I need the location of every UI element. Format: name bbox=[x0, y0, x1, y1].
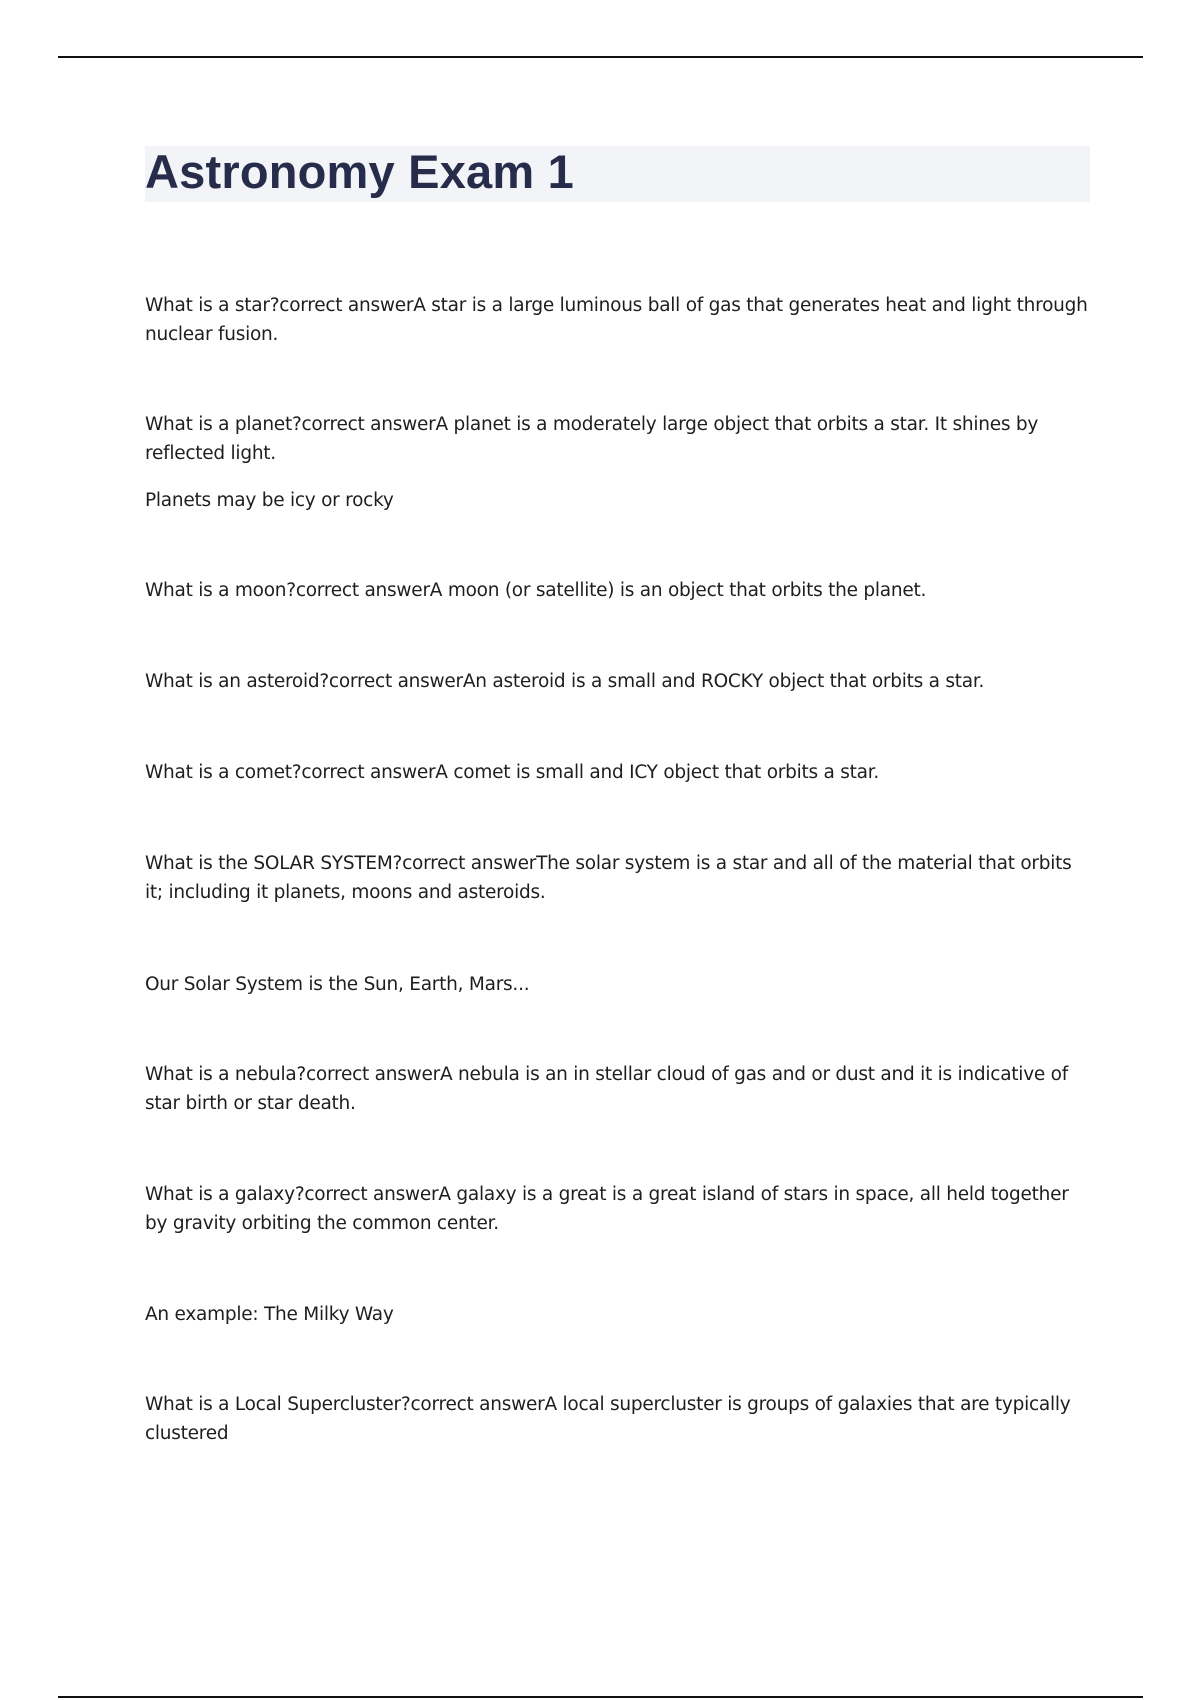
bottom-rule bbox=[58, 1696, 1143, 1698]
planet-note: Planets may be icy or rocky bbox=[145, 490, 394, 511]
qa-solar-system: What is the SOLAR SYSTEM?correct answerThe solar system is a star and all of the material that orbits it; including it planets, moons and asteroids. bbox=[145, 853, 1072, 903]
top-rule bbox=[58, 56, 1143, 58]
qa-moon: What is a moon?correct answerA moon (or satellite) is an object that orbits the planet. bbox=[145, 580, 927, 601]
qa-planet: What is a planet?correct answerA planet is a moderately large object that orbits a star. It shines by reflected light. bbox=[145, 414, 1039, 464]
qa-comet: What is a comet?correct answerA comet is small and ICY object that orbits a star. bbox=[145, 762, 880, 783]
galaxy-example: An example: The Milky Way bbox=[145, 1304, 394, 1325]
solar-system-note: Our Solar System is the Sun, Earth, Mars... bbox=[145, 974, 530, 995]
qa-local-supercluster: What is a Local Supercluster?correct answerA local supercluster is groups of galaxies that are typically clustered bbox=[145, 1394, 1071, 1444]
qa-galaxy: What is a galaxy?correct answerA galaxy is a great is a great island of stars in space, all held together by gravity orbiting the common center. bbox=[145, 1184, 1069, 1234]
qa-asteroid: What is an asteroid?correct answerAn asteroid is a small and ROCKY object that orbits a star. bbox=[145, 671, 985, 692]
qa-nebula: What is a nebula?correct answerA nebula is an in stellar cloud of gas and or dust and it is indicative of star birth or star death. bbox=[145, 1064, 1068, 1114]
qa-star: What is a star?correct answerA star is a large luminous ball of gas that generates heat and light through nuclear fusion. bbox=[145, 295, 1088, 345]
page-title: Astronomy Exam 1 bbox=[145, 145, 574, 198]
